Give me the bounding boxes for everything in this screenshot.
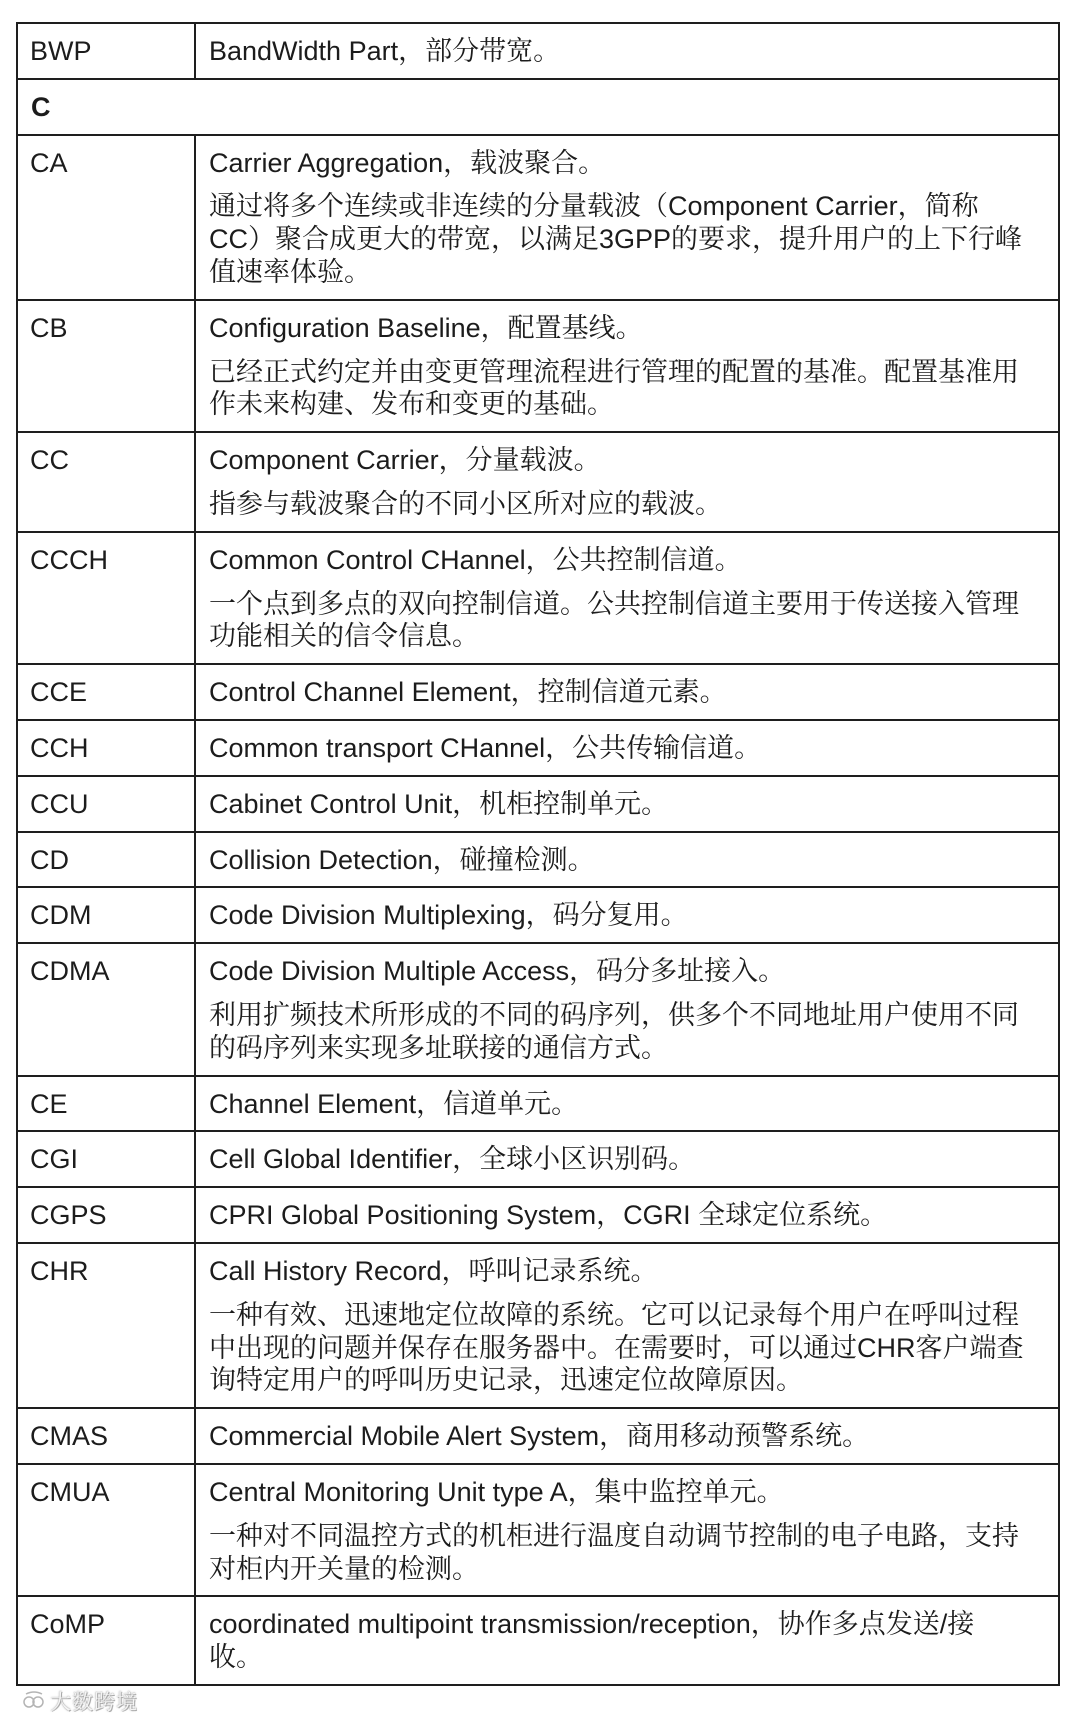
term-cell: CCCH <box>17 532 195 664</box>
glossary-row <box>17 1464 1059 1596</box>
description-line: 值速率体验。 <box>209 256 371 287</box>
glossary-row <box>17 887 1059 943</box>
description-line: 利用扩频技术所形成的不同的码序列，供多个不同地址用户使用不同 <box>209 999 1019 1030</box>
definition-title: Call History Record，呼叫记录系统。 <box>209 1255 658 1286</box>
description-line: 询特定用户的呼叫历史记录，迅速定位故障原因。 <box>209 1365 803 1396</box>
glossary-row <box>17 1131 1059 1187</box>
definition-cell <box>195 1187 1059 1243</box>
definition-title: BandWidth Part，部分带宽。 <box>209 36 561 66</box>
definition-title: Component Carrier，分量载波。 <box>209 445 601 476</box>
definition-title: Common Control CHannel，公共控制信道。 <box>209 544 742 575</box>
term-cell: CB <box>17 300 195 432</box>
definition-description <box>209 356 1045 422</box>
term-cell: CE <box>17 1076 195 1132</box>
description-line: 一个点到多点的双向控制信道。公共控制信道主要用于传送接入管理 <box>209 588 1019 619</box>
definition-cell <box>195 776 1059 832</box>
description-line: 作未来构建、发布和变更的基础。 <box>209 389 614 420</box>
definition-title: Commercial Mobile Alert System，商用移动预警系统。 <box>209 1421 870 1452</box>
glossary-row <box>17 1596 1059 1685</box>
definition-cell <box>195 720 1059 776</box>
glossary-row <box>17 1243 1059 1408</box>
glossary-row <box>17 300 1059 432</box>
definition-title: CPRI Global Positioning System，CGRI 全球定位系统。 <box>209 1200 888 1231</box>
definition-cell <box>195 832 1059 888</box>
term-cell: CD <box>17 832 195 888</box>
definition-description <box>209 588 1045 654</box>
description-line: 指参与载波聚合的不同小区所对应的载波。 <box>209 488 722 519</box>
term-cell: CA <box>17 135 195 300</box>
description-line: CC）聚合成更大的带宽，以满足3GPP的要求，提升用户的上下行峰 <box>209 224 1023 255</box>
glossary-row <box>17 720 1059 776</box>
definition-title: Central Monitoring Unit type A，集中监控单元。 <box>209 1476 784 1507</box>
definition-description <box>209 488 1045 521</box>
glossary-row <box>17 135 1059 300</box>
definition-cell <box>195 943 1059 1075</box>
term-cell: CCE <box>17 664 195 720</box>
definition-cell <box>195 1596 1059 1685</box>
section-letter: C <box>17 79 1059 135</box>
definition-title: coordinated multipoint transmission/reception，协作多点发送/接 <box>209 1609 975 1640</box>
definition-title: 收。 <box>209 1642 263 1673</box>
term-cell: CMAS <box>17 1408 195 1464</box>
term-cell: BWP <box>17 23 195 79</box>
description-line: 一种对不同温控方式的机柜进行温度自动调节控制的电子电路，支持 <box>209 1520 1019 1551</box>
definition-title: Control Channel Element，控制信道元素。 <box>209 677 727 708</box>
definition-cell <box>195 432 1059 532</box>
section-row <box>17 79 1059 135</box>
watermark <box>22 1688 138 1714</box>
glossary-row <box>17 776 1059 832</box>
definition-description <box>209 1299 1045 1397</box>
definition-cell <box>195 664 1059 720</box>
term-cell: CDMA <box>17 943 195 1075</box>
definition-title: Cabinet Control Unit，机柜控制单元。 <box>209 788 669 819</box>
definition-title: Configuration Baseline，配置基线。 <box>209 312 643 343</box>
definition-cell <box>195 135 1059 300</box>
definition-title: Cell Global Identifier，全球小区识别码。 <box>209 1144 696 1175</box>
watermark-logo-icon <box>22 1690 46 1712</box>
glossary-table <box>16 22 1060 1686</box>
term-cell: CCU <box>17 776 195 832</box>
glossary-row <box>17 664 1059 720</box>
description-line: 功能相关的信令信息。 <box>209 621 479 652</box>
definition-title: Code Division Multiplexing，码分复用。 <box>209 900 688 931</box>
glossary-row <box>17 832 1059 888</box>
description-line: 的码序列来实现多址联接的通信方式。 <box>209 1032 668 1063</box>
definition-cell <box>195 887 1059 943</box>
definition-title: Common transport CHannel，公共传输信道。 <box>209 732 762 763</box>
term-cell: CC <box>17 432 195 532</box>
definition-cell <box>195 1408 1059 1464</box>
watermark-text: 大数跨境 <box>50 1690 138 1714</box>
glossary-row <box>17 1076 1059 1132</box>
description-line: 已经正式约定并由变更管理流程进行管理的配置的基准。配置基准用 <box>209 356 1019 387</box>
description-line: 对柜内开关量的检测。 <box>209 1553 479 1584</box>
term-cell: CoMP <box>17 1596 195 1685</box>
definition-cell <box>195 23 1059 79</box>
definition-description <box>209 999 1045 1065</box>
definition-description <box>209 190 1045 288</box>
glossary-row <box>17 1408 1059 1464</box>
definition-cell <box>195 532 1059 664</box>
term-cell: CGI <box>17 1131 195 1187</box>
definition-cell <box>195 1243 1059 1408</box>
definition-cell <box>195 1464 1059 1596</box>
term-cell: CHR <box>17 1243 195 1408</box>
definition-cell <box>195 1131 1059 1187</box>
glossary-row <box>17 532 1059 664</box>
definition-title: Collision Detection，碰撞检测。 <box>209 844 595 875</box>
definition-title: Channel Element，信道单元。 <box>209 1088 579 1119</box>
term-cell: CCH <box>17 720 195 776</box>
definition-cell <box>195 300 1059 432</box>
term-cell: CGPS <box>17 1187 195 1243</box>
definition-cell <box>195 1076 1059 1132</box>
definition-title: Carrier Aggregation，载波聚合。 <box>209 147 606 178</box>
glossary-row <box>17 943 1059 1075</box>
term-cell: CDM <box>17 887 195 943</box>
definition-description <box>209 1520 1045 1586</box>
term-cell: CMUA <box>17 1464 195 1596</box>
glossary-row <box>17 23 1059 79</box>
description-line: 通过将多个连续或非连续的分量载波（Component Carrier，简称 <box>209 191 979 222</box>
glossary-row <box>17 432 1059 532</box>
definition-title: Code Division Multiple Access，码分多址接入。 <box>209 956 786 987</box>
description-line: 一种有效、迅速地定位故障的系统。它可以记录每个用户在呼叫过程 <box>209 1299 1019 1330</box>
description-line: 中出现的问题并保存在服务器中。在需要时，可以通过CHR客户端查 <box>209 1332 1024 1363</box>
glossary-row <box>17 1187 1059 1243</box>
